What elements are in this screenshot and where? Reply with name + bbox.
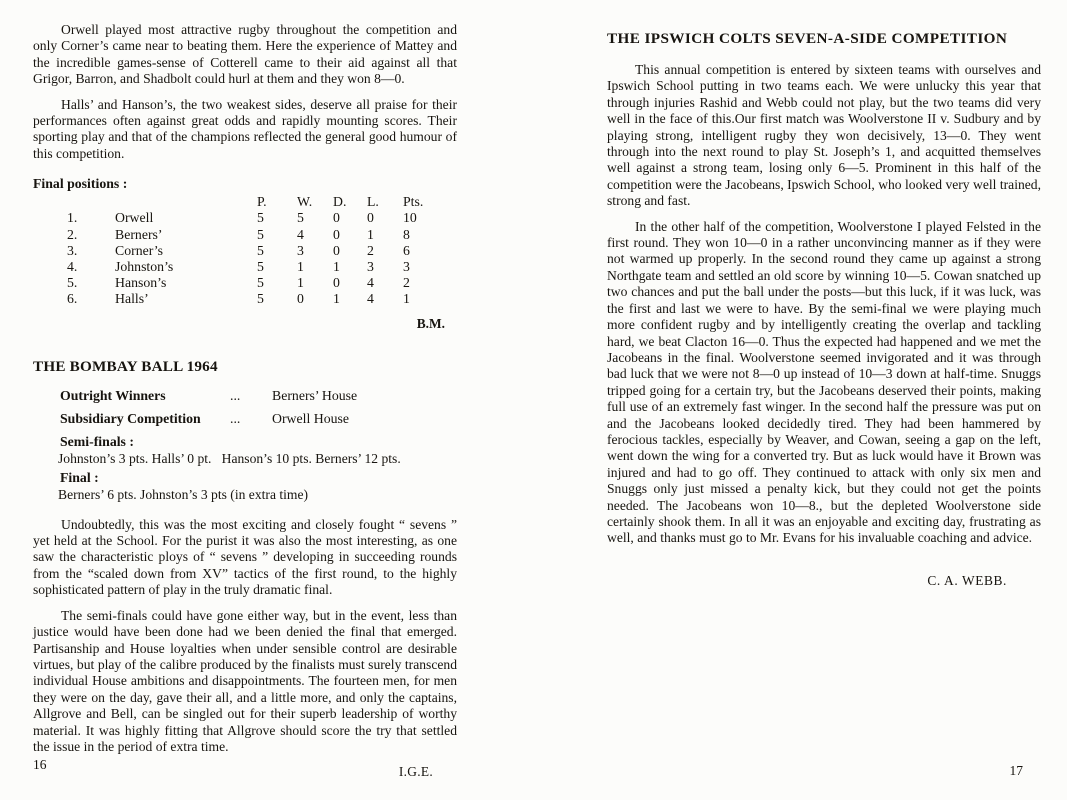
cell-drawn: 0 <box>333 226 340 242</box>
cell-position: 2. <box>67 226 78 242</box>
header-spacer <box>67 194 115 210</box>
cell-points: 3 <box>403 259 410 275</box>
cell-won: 0 <box>297 291 304 307</box>
final-positions-heading: Final positions : <box>33 176 128 192</box>
cell-played: 5 <box>257 259 264 275</box>
cell-points: 10 <box>403 210 417 226</box>
page-right <box>607 0 1041 800</box>
paragraph-halls-hansons: Halls’ and Hanson’s, the two weakest sides, deserve all praise for their performances often against great odds and rapidly mounting scores. Their sporting play and that of the champions reflected the general good humour of this competition. <box>33 96 457 161</box>
col-header-points: Pts. <box>403 194 424 210</box>
table-row <box>33 227 457 243</box>
cell-played: 5 <box>257 242 264 258</box>
dots-leader: ... <box>230 410 241 426</box>
result-value: Berners’ House <box>272 387 358 403</box>
cell-house: Orwell <box>115 210 154 226</box>
cell-drawn: 0 <box>333 242 340 258</box>
result-value: Orwell House <box>272 410 350 426</box>
cell-points: 2 <box>403 275 410 291</box>
page-number-right: 17 <box>1009 763 1023 778</box>
paragraph-semi-finals: The semi-finals could have gone either way, but in the event, less than justice would have been done had we been denied the final that emerged. Partisanship and House loyalties when under sensible control are desirable virtues, but play of the calibre produced by the finalists must surely transcend individual House ambitions and disappointments. The fourteen men, for men they were on the day, gave their all, and a little more, and only the captains, Allgrove and Bell, can be singled out for their superb leadership of worthy material. It was highly fitting that Allgrove should score the try that settled the issue in the period of extra time. <box>33 607 457 754</box>
paragraph-annual-competition: This annual competition is entered by sixteen teams with ourselves and Ipswich School putting in two teams each. We were unlucky this year that through injuries Rashid and Webb could not play, but the two teams did very well in the face of this.Our first match was Woolverstone II v. Sudbury and by playing strong, intelligent rugby they won decisively, 13—0. They went through into the next round to play St. Joseph’s 1, and acquitted themselves well against a strong team, losing only 6—5. Prominent in this half of the competition were the Jacobeans, Ipswich School, who looked very well trained, strong and fast. <box>607 62 1041 209</box>
cell-position: 4. <box>67 259 78 275</box>
cell-lost: 2 <box>367 242 374 258</box>
cell-lost: 3 <box>367 259 374 275</box>
col-header-played: P. <box>257 194 267 210</box>
final-label: Final : <box>60 469 99 485</box>
semifinals-scores: Johnston’s 3 pts. Halls’ 0 pt. Hanson’s 10 pts. Berners’ 12 pts. <box>58 450 401 466</box>
cell-drawn: 0 <box>333 210 340 226</box>
cell-won: 3 <box>297 242 304 258</box>
cell-played: 5 <box>257 210 264 226</box>
cell-position: 3. <box>67 242 78 258</box>
cell-won: 1 <box>297 259 304 275</box>
col-header-won: W. <box>297 194 313 210</box>
paragraph-other-half: In the other half of the competition, Woolverstone I played Felsted in the first round. They won 10—0 in a rather unconvincing manner as if they were not warmed up properly. In the second round they came up against a strong Northgate team and settled an old score by winning 10—5. Cowan snatched up two chances and put the ball under the posts—but this luck, if it was luck, was the first and last we were to have. By the semi-final we were playing much more confident rugby and by intelligently creating the overlap and tackling hard, we beat Clacton 16—0. Thus the expected had happened and we met the Jacobeans in the final. Woolverstone seemed invigorated and it was through bad luck that we were not 8—0 up instead of 10—3 down at half-time. Snuggs tripped going for a certain try, but the Jacobeans deserved their points, making full use of an extremely fast winger. In the second half the pressure was put on and the Jacobeans looked decidedly tired. They had been hammered by ferocious tackles, especially by Weaver, and Cowan, seeing a gap on the left, went down the wing for a converted try. But as luck would have it Brown was injured and had to go off. They continued to attack with only six men and Snuggs only just missed a penalty kick, but they could not get the points needed. The Jacobeans won 10—8., but the depleted Woolverstone side certainly shook them. In all it was an enjoyable and exciting day, frustrating as well, and thanks must go to Mr. Evans for his invaluable coaching and advice. <box>607 218 1041 546</box>
cell-played: 5 <box>257 275 264 291</box>
cell-lost: 1 <box>367 226 374 242</box>
cell-points: 6 <box>403 242 410 258</box>
bombay-ball-results <box>33 388 457 503</box>
cell-house: Halls’ <box>115 291 149 307</box>
cell-won: 4 <box>297 226 304 242</box>
cell-position: 1. <box>67 210 78 226</box>
semifinals-label: Semi-finals : <box>60 433 134 449</box>
cell-lost: 0 <box>367 210 374 226</box>
author-initials-ige: I.G.E. <box>398 764 433 780</box>
cell-points: 1 <box>403 291 410 307</box>
cell-position: 5. <box>67 275 78 291</box>
author-name-webb: C. A. WEBB. <box>927 572 1007 588</box>
cell-drawn: 1 <box>333 259 340 275</box>
cell-lost: 4 <box>367 275 374 291</box>
cell-lost: 4 <box>367 291 374 307</box>
paragraph-orwell: Orwell played most attractive rugby throughout the competition and only Corner’s came near to beating them. Here the experience of Mattey and the incredible games-sense of Cotterell came to their aid against all that Grigor, Barron, and Shadbolt could hurl at them and they won 8—0. <box>33 22 457 87</box>
page-number-left: 16 <box>33 757 47 772</box>
cell-position: 6. <box>67 291 78 307</box>
bombay-ball-heading: THE BOMBAY BALL 1964 <box>33 357 218 375</box>
cell-house: Corner’s <box>115 242 164 258</box>
dots-leader: ... <box>230 387 241 403</box>
cell-won: 5 <box>297 210 304 226</box>
cell-house: Berners’ <box>115 226 163 242</box>
paragraph-undoubtedly: Undoubtedly, this was the most exciting and closely fought “ sevens ” yet held at the School. For the purist it was also the most interesting, as one saw the characteristic ploys of “ sevens ” developing in succeeding rounds from the “scaled down from XV” tactics of the first round, to the highly sophisticated pattern of play in the truly dramatic final. <box>33 516 457 598</box>
table-row <box>33 291 457 307</box>
cell-won: 1 <box>297 275 304 291</box>
cell-house: Hanson’s <box>115 275 167 291</box>
result-row-subsidiary <box>33 411 457 427</box>
result-row-outright <box>33 388 457 404</box>
table-row <box>33 275 457 291</box>
result-label: Subsidiary Competition <box>60 410 201 426</box>
cell-played: 5 <box>257 226 264 242</box>
final-positions-table <box>33 194 457 307</box>
cell-played: 5 <box>257 291 264 307</box>
cell-points: 8 <box>403 226 410 242</box>
cell-drawn: 0 <box>333 275 340 291</box>
result-label: Outright Winners <box>60 387 166 403</box>
col-header-lost: L. <box>367 194 379 210</box>
table-row <box>33 243 457 259</box>
col-header-drawn: D. <box>333 194 347 210</box>
table-row <box>33 210 457 226</box>
ipswich-colts-heading: THE IPSWICH COLTS SEVEN-A-SIDE COMPETITION <box>607 30 1008 47</box>
header-spacer <box>115 194 257 210</box>
final-scores: Berners’ 6 pts. Johnston’s 3 pts (in extra time) <box>58 486 309 502</box>
cell-drawn: 1 <box>333 291 340 307</box>
table-header-row <box>33 194 457 210</box>
page-left <box>33 0 457 800</box>
cell-house: Johnston’s <box>115 259 174 275</box>
table-row <box>33 259 457 275</box>
author-initials-bm: B.M. <box>416 315 445 331</box>
